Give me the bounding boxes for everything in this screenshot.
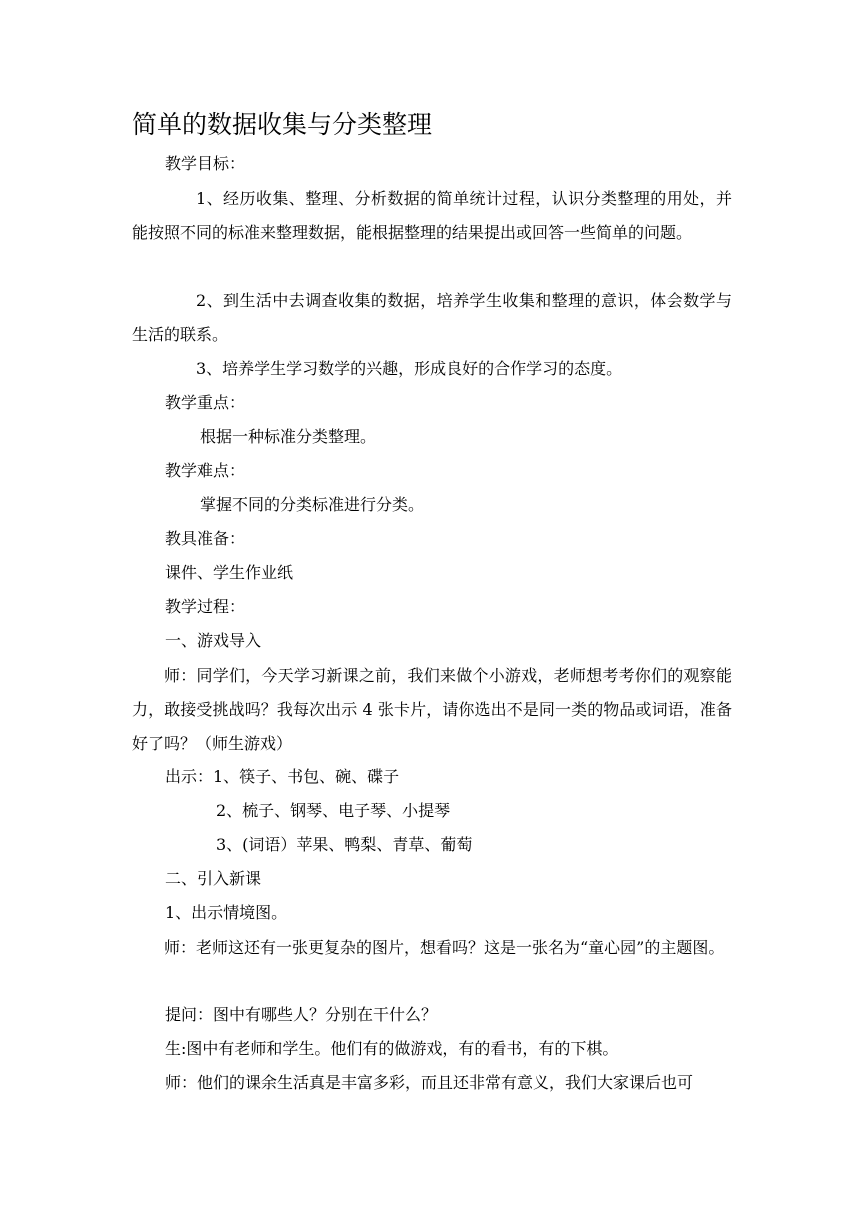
show-1: 出示：1、筷子、书包、碗、碟子 [165,767,400,786]
teacher-3: 师：他们的课余生活真是丰富多彩，而且还非常有意义，我们大家课后也可 [165,1073,694,1092]
section-2-heading: 二、引入新课 [165,869,262,888]
goal-1: 1、经历收集、整理、分析数据的简单统计过程，认识分类整理的用处，并能按照不同的标准来整理数据，能根据整理的结果提出或回答一些简单的问题。 [132,189,732,242]
difficulty-text: 掌握不同的分类标准进行分类。 [200,495,425,514]
show-2: 2、梳子、钢琴、电子琴、小提琴 [216,801,451,820]
student-1: 生:图中有老师和学生。他们有的做游戏，有的看书，有的下棋。 [165,1039,619,1058]
difficulty-heading: 教学难点： [165,461,246,480]
key-text: 根据一种标准分类整理。 [200,427,377,446]
tools-heading: 教具准备： [165,529,246,548]
teacher-2: 师：老师这还有一张更复杂的图片，想看吗？这是一张名为“童心园”的主题图。 [164,938,725,957]
teacher-1: 师：同学们，今天学习新课之前，我们来做个小游戏，老师想考考你们的观察能力，敢接受挑战吗？我每次出示 4 张卡片，请你选出不是同一类的物品或词语，准备好了吗？（师生游戏） [132,666,732,753]
question: 提问：图中有哪些人？分别在干什么？ [165,1005,438,1024]
process-heading: 教学过程： [165,597,246,616]
goal-3: 3、培养学生学习数学的兴趣，形成良好的合作学习的态度。 [196,359,623,378]
goal-heading: 教学目标： [165,154,246,173]
key-heading: 教学重点： [165,393,246,412]
document-title: 简单的数据收集与分类整理 [132,110,433,139]
tools-text: 课件、学生作业纸 [165,563,294,582]
section-1-heading: 一、游戏导入 [165,631,262,650]
goal-2: 2、到生活中去调查收集的数据，培养学生收集和整理的意识，体会数学与生活的联系。 [132,291,732,344]
show-3: 3、(词语）苹果、鸭梨、青草、葡萄 [216,835,473,854]
step-1: 1、出示情境图。 [165,903,288,922]
